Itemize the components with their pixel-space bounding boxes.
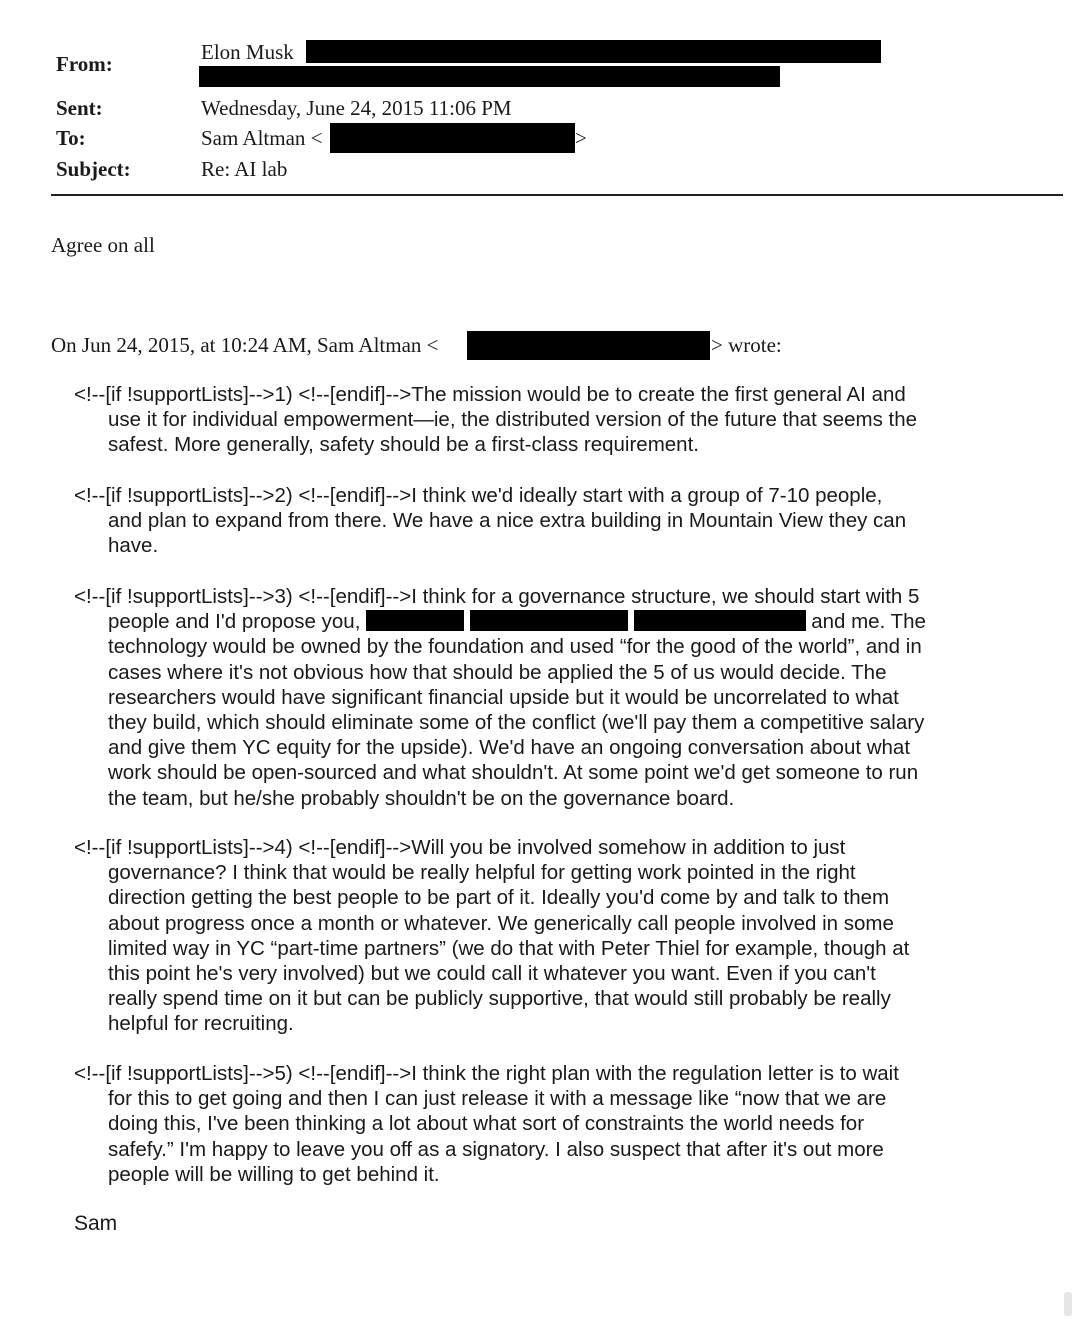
quoted-line: work should be open-sourced and what shouldn't. At some point we'd get someone to run <box>108 761 919 785</box>
quoted-line: have. <box>108 534 159 558</box>
quoted-line: and give them YC equity for the upside). We'd have an ongoing conversation about what <box>108 736 911 760</box>
quote-attribution-prefix: On Jun 24, 2015, at 10:24 AM, Sam Altman < <box>51 333 439 357</box>
quoted-line: they build, which should eliminate some of the conflict (we'll pay them a competitive salary <box>108 711 925 735</box>
scan-artifact <box>1064 1292 1072 1316</box>
quoted-line: use it for individual empowerment—ie, the distributed version of the future that seems the <box>108 408 918 432</box>
quoted-line: researchers would have significant financial upside but it would be uncorrelated to what <box>108 685 899 709</box>
to-label: To: <box>56 126 86 150</box>
quoted-line: people will be willing to get behind it. <box>108 1162 440 1186</box>
quoted-line-start: people and I'd propose you, <box>108 610 361 634</box>
reply-text: Agree on all <box>51 233 155 257</box>
redaction-block <box>199 66 780 87</box>
to-name: Sam Altman < <box>201 126 323 150</box>
quoted-line: about progress once a month or whatever. We generically call people involved in some <box>108 911 894 935</box>
quoted-item-1 <box>74 382 1024 458</box>
quoted-line: safefy.” I'm happy to leave you off as a signatory. I also suspect that after it's out more <box>108 1137 884 1161</box>
quoted-line: <!--[if !supportLists]-->3) <!--[endif]-->I think for a governance structure, we should start with 5 <box>74 585 920 608</box>
quoted-line: this point he's very involved) but we could call it whatever you want. Even if you can't <box>108 962 876 986</box>
quoted-line-end: and me. The <box>811 610 926 634</box>
quoted-line: <!--[if !supportLists]-->1) <!--[endif]-->The mission would be to create the first general AI and <box>74 383 906 406</box>
quoted-item-2 <box>74 483 1024 559</box>
from-name: Elon Musk <box>201 40 294 64</box>
quoted-line: <!--[if !supportLists]-->4) <!--[endif]-->Will you be involved somehow in addition to just <box>74 836 846 859</box>
header-divider <box>51 194 1063 196</box>
quoted-line: really spend time on it but can be publicly supportive, that would still probably be really <box>108 987 891 1011</box>
quoted-item-5 <box>74 1061 1024 1187</box>
quoted-line: <!--[if !supportLists]-->2) <!--[endif]-->I think we'd ideally start with a group of 7-10 people, <box>74 484 883 507</box>
to-close-bracket: > <box>575 126 587 150</box>
redaction-block <box>634 610 806 631</box>
redaction-block <box>330 123 575 153</box>
quoted-item-3 <box>74 584 1024 811</box>
quoted-line: for this to get going and then I can just release it with a message like “now that we are <box>108 1087 887 1111</box>
quoted-line: governance? I think that would be really helpful for getting work pointed in the right <box>108 861 856 885</box>
quoted-line: technology would be owned by the foundation and used “for the good of the world”, and in <box>108 635 922 659</box>
quoted-item-4 <box>74 835 1024 1037</box>
signoff: Sam <box>74 1212 118 1235</box>
quoted-line: cases where it's not obvious how that should be applied the 5 of us would decide. The <box>108 660 887 684</box>
redaction-block <box>366 610 464 631</box>
redaction-block <box>306 40 881 63</box>
quoted-line: doing this, I've been thinking a lot about what sort of constraints the world needs for <box>108 1112 865 1136</box>
quoted-line: helpful for recruiting. <box>108 1012 294 1036</box>
quote-attribution-suffix: > wrote: <box>711 333 782 357</box>
quoted-line: direction getting the best people to be part of it. Ideally you'd come by and talk to them <box>108 886 890 910</box>
quoted-line: <!--[if !supportLists]-->5) <!--[endif]-->I think the right plan with the regulation letter is to wait <box>74 1062 899 1085</box>
sent-label: Sent: <box>56 96 103 120</box>
quoted-line: safest. More generally, safety should be a first-class requirement. <box>108 433 699 457</box>
subject-label: Subject: <box>56 157 131 181</box>
from-label: From: <box>56 52 113 76</box>
quoted-line: the team, but he/she probably shouldn't be on the governance board. <box>108 786 735 810</box>
sent-value: Wednesday, June 24, 2015 11:06 PM <box>201 96 512 120</box>
subject-value: Re: AI lab <box>201 157 288 181</box>
quoted-line-with-redactions <box>74 609 1024 634</box>
redaction-block <box>470 610 628 631</box>
quoted-line: and plan to expand from there. We have a nice extra building in Mountain View they can <box>108 509 907 533</box>
redaction-block <box>467 331 710 360</box>
quoted-line: limited way in YC “part-time partners” (we do that with Peter Thiel for example, though at <box>108 936 910 960</box>
